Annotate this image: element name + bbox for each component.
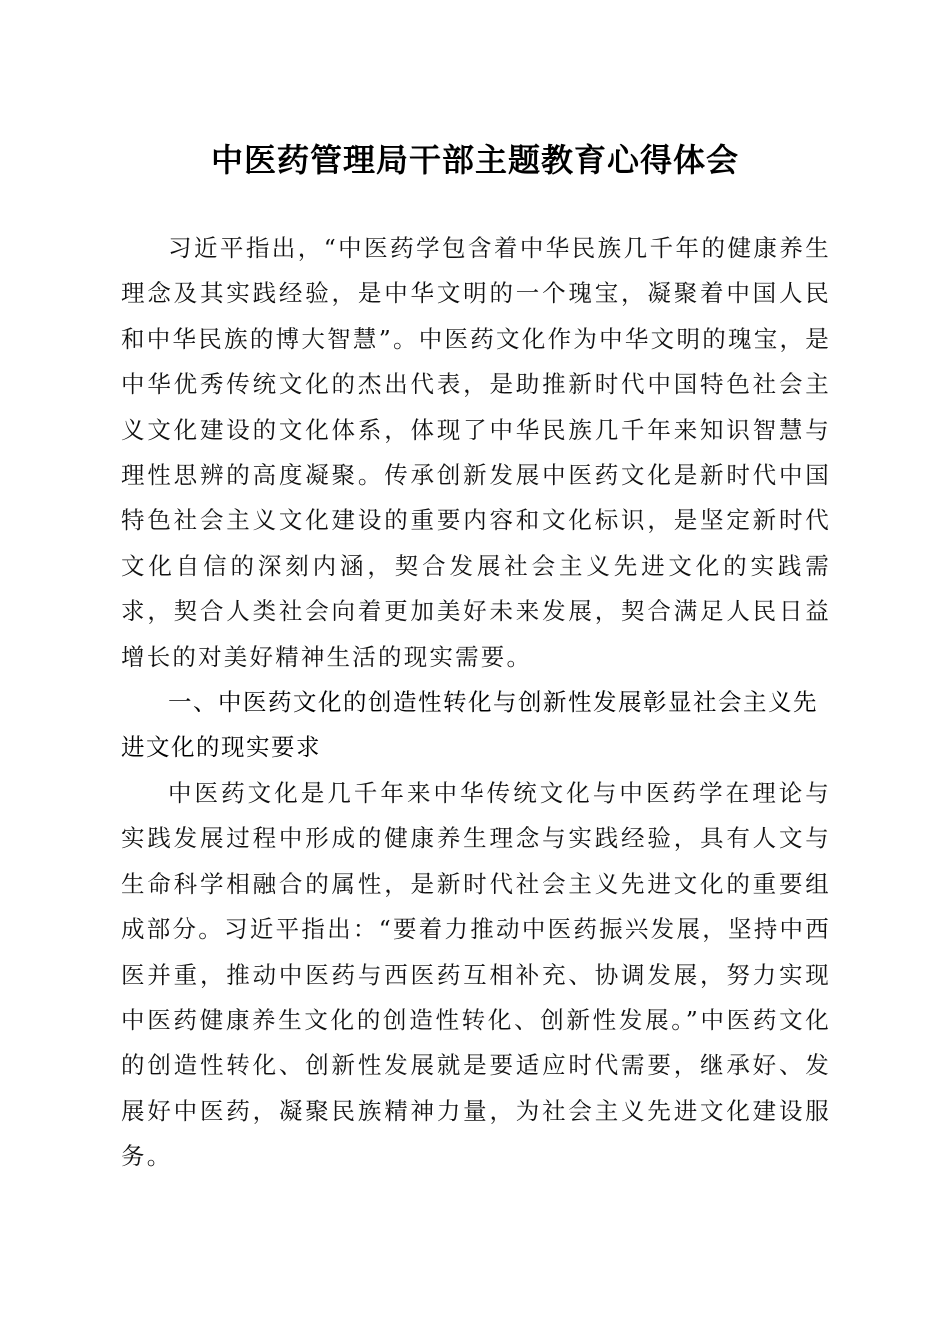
section-heading-1: 一、中医药文化的创造性转化与创新性发展彰显社会主义先进文化的现实要求 [121,688,818,762]
paragraph-section-1: 中医药文化是几千年来中华传统文化与中医药学在理论与实践发展过程中形成的健康养生理念与实践经验，具有人文与生命科学相融合的属性，是新时代社会主义先进文化的重要组成部分。习近平指出：“要着力推动中医药振兴发展，坚持中西医并重，推动中医药与西医药互相补充、协调发展，努力实现中医药健康养生文化的创造性转化、创新性发展。”中医药文化的创造性转化、创新性发展就是要适应时代需要，继承好、发展好中医药，凝聚民族精神力量，为社会主义先进文化建设服务。 [121,778,831,1171]
document-body [121,226,831,1180]
document-title: 中医药管理局干部主题教育心得体会 [210,141,739,179]
paragraph-intro: 习近平指出，“中医药学包含着中华民族几千年的健康养生理念及其实践经验，是中华文明的一个瑰宝，凝聚着中国人民和中华民族的博大智慧”。中医药文化作为中华文明的瑰宝，是中华优秀传统文化的杰出代表，是助推新时代中国特色社会主义文化建设的文化体系，体现了中华民族几千年来知识智慧与理性思辨的高度凝聚。传承创新发展中医药文化是新时代中国特色社会主义文化建设的重要内容和文化标识，是坚定新时代文化自信的深刻内涵，契合发展社会主义先进文化的实践需求，契合人类社会向着更加美好未来发展，契合满足人民日益增长的对美好精神生活的现实需要。 [121,234,831,671]
